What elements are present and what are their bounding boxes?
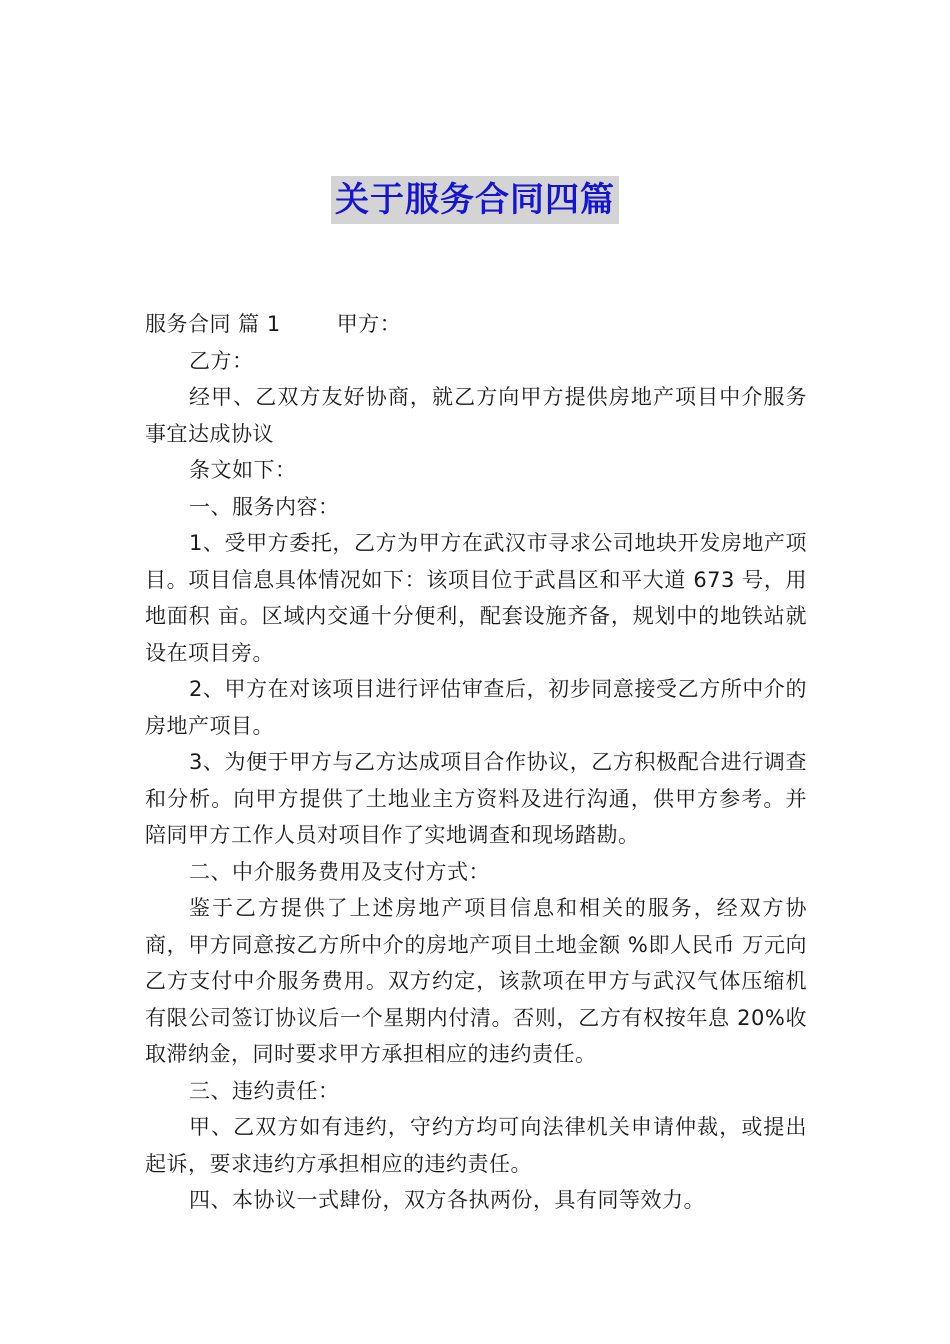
document-title-text: 关于服务合同四篇 xyxy=(331,176,619,224)
paragraph: 3、为便于甲方与乙方达成项目合作协议，乙方积极配合进行调查和分析。向甲方提供了土地业主方资料及进行沟通，供甲方参考。并陪同甲方工作人员对项目作了实地调查和现场踏勘。 xyxy=(145,750,807,847)
section-heading: 一、服务内容： xyxy=(189,494,340,519)
section-heading: 三、违约责任： xyxy=(189,1078,340,1103)
party-a-label: 甲方： xyxy=(336,312,402,336)
paragraph: 四、本协议一式肆份，双方各执两份，具有同等效力。 xyxy=(189,1188,705,1212)
paragraph: 1、受甲方委托，乙方为甲方在武汉市寻求公司地块开发房地产项目。项目信息具体情况如下：该项目位于武昌区和平大道 673 号，用地面积 亩。区域内交通十分便利，配套设施齐备，规划中的地铁站就设在项目旁。 xyxy=(145,531,807,665)
paragraph: 2、甲方在对该项目进行评估审查后，初步同意接受乙方所中介的房地产项目。 xyxy=(145,677,807,738)
paragraph: 条文如下： xyxy=(189,458,297,482)
document-body xyxy=(145,306,807,1219)
paragraph: 甲、乙双方如有违约，守约方均可向法律机关申请仲裁，或提出起诉，要求违约方承担相应的违约责任。 xyxy=(145,1115,807,1176)
contract-heading-label: 服务合同 篇 1 xyxy=(145,312,281,336)
paragraph: 鉴于乙方提供了上述房地产项目信息和相关的服务，经双方协商，甲方同意按乙方所中介的房地产项目土地金额 %即人民币 万元向乙方支付中介服务费用。双方约定，该款项在甲方与武汉气体压缩机有限公司签订协议后一个星期内付清。否则，乙方有权按年息 20%收取滞纳金，同时要求甲方承担相应的违约责任。 xyxy=(145,896,807,1066)
paragraph: 经甲、乙双方友好协商，就乙方向甲方提供房地产项目中介服务事宜达成协议 xyxy=(145,385,807,446)
section-heading: 二、中介服务费用及支付方式： xyxy=(189,859,490,884)
document-title xyxy=(0,176,950,224)
paragraph: 乙方： xyxy=(189,348,254,373)
contract-heading-line xyxy=(145,306,807,343)
